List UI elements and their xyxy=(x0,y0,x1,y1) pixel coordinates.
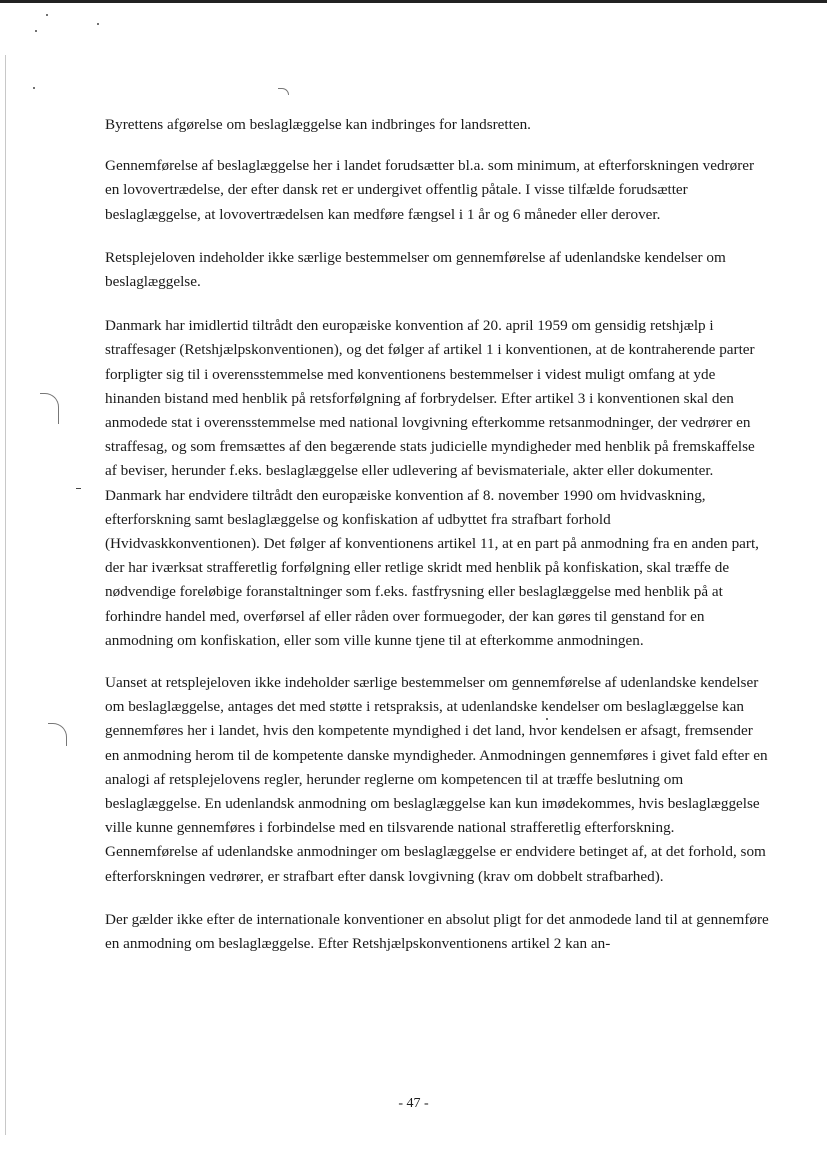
body-text xyxy=(105,113,769,956)
punch-hole-mark xyxy=(48,723,67,746)
paragraph-1: Byrettens afgørelse om beslaglæggelse kan indbringes for landsretten. xyxy=(105,116,531,133)
paragraph-4: Danmark har imidlertid tiltrådt den europæiske konvention af 20. april 1959 om gensidig retshjælp i straffesager (Retshjælpskonventionen), og det følger af artikel 1 i konventionen, at de kontraherende parter forpligter sig til i overensstemmelse med konventionens bestemmelser i videst muligt omfang at yde hinanden bistand med henblik på retsforfølgning af forbrydelser. Efter artikel 3 i konventionen skal den anmodede stat i overensstemmelse med national lovgivning efterkomme retsanmodninger, der vedrører en straffesag, og som fremsættes af den begærende stats judicielle myndigheder med henblik på fremskaffelse af beviser, herunder f.eks. beslaglæggelse eller udlevering af bevismateriale, akter eller dokumenter. Danmark har endvidere tiltrådt den europæiske konvention af 8. november 1990 om hvidvaskning, efterforskning samt beslaglæggelse og konfiskation af udbyttet fra strafbart forhold (Hvidvaskkonventionen). Det følger af konventionens artikel 11, at en part på anmodning fra en anden part, der har iværksat strafferetlig forfølgning eller retlige skridt med henblik på konfiskation, skal træffe de nødvendige foreløbige foranstaltninger som f.eks. fastfrysning eller beslaglæggelse med henblik på at forhindre handel med, overførsel af eller råden over formuegoder, der kan gøres til genstand for en anmodning om konfiskation, eller som ville kunne tjene til at efterkomme anmodningen. xyxy=(105,317,759,649)
paragraph-2: Gennemførelse af beslaglæggelse her i landet forudsætter bl.a. som minimum, at efterforskningen vedrører en lovovertrædelse, der efter dansk ret er undergivet offentlig påtale. I visse tilfælde forudsætter beslaglæggelse, at lovovertrædelsen kan medføre fængsel i 1 år og 6 måneder eller derover. xyxy=(105,157,755,223)
scan-speck xyxy=(76,488,81,489)
paragraph-6: Der gælder ikke efter de internationale konventioner en absolut pligt for det anmodede land til at gennemføre en anmodning om beslaglæggelse. Efter Retshjælpskonventionens artikel 2 kan an- xyxy=(105,910,769,953)
paragraph-5: Uanset at retsplejeloven ikke indeholder særlige bestemmelser om gennemførelse af udenlandske kendelser om beslaglæggelse, antages det med støtte i retspraksis, at udenlandske kendelser om beslaglæggelse kan gennemføres her i landet, hvis den kompetente myndighed i det land, hvor kendelsen er afsagt, fremsender en anmodning herom til de kompetente danske myndigheder. Anmodningen gennemføres i givet fald efter en analogi af retsplejelovens regler, herunder reglerne om kompetencen til at træffe beslutning om beslaglæggelse. En udenlandsk anmodning om beslaglæggelse kan kun imødekommes, hvis beslaglæggelse ville kunne gennemføres i forbindelse med en tilsvarende national strafferetlig efterforskning. Gennemførelse af udenlandske anmodninger om beslaglæggelse er endvidere betinget af, at det forhold, som efterforskningen vedrører, er strafbart efter dansk lovgivning (krav om dobbelt strafbarhed). xyxy=(105,674,768,885)
scan-top-border xyxy=(0,0,827,3)
punch-hole-mark xyxy=(40,393,59,424)
scan-speck xyxy=(97,23,99,25)
page-number: - 47 - xyxy=(398,1096,429,1111)
scan-speck xyxy=(46,14,48,16)
scan-speck xyxy=(35,30,37,32)
scan-speck xyxy=(33,87,35,89)
paragraph-3: Retsplejeloven indeholder ikke særlige bestemmelser om gennemførelse af udenlandske kendelser om beslaglæggelse. xyxy=(105,248,726,291)
scan-margin-line xyxy=(5,55,6,1135)
scan-mark xyxy=(278,88,289,95)
